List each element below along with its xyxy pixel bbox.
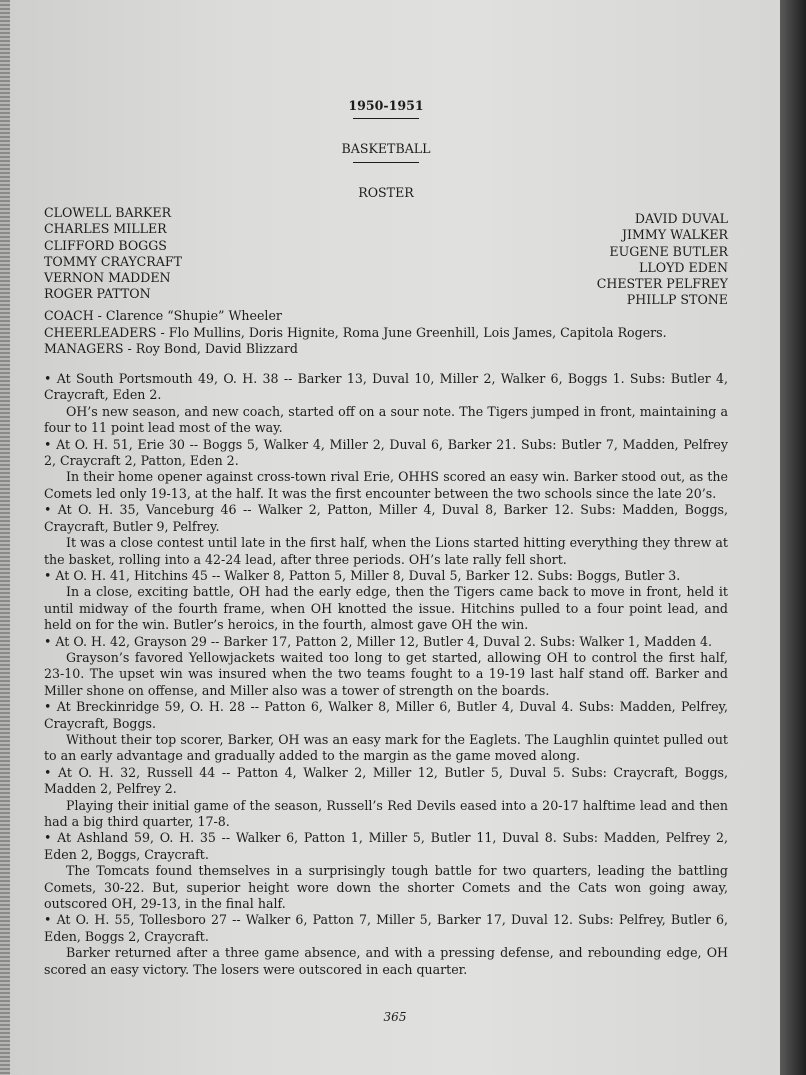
game-result: • At O. H. 55, Tollesboro 27 -- Walker 6, Patton 7, Miller 5, Barker 17, Duval 12. Subs: Pelfrey, Butler 6, Eden, Boggs 2, Craycraft. bbox=[44, 912, 728, 944]
game-entry bbox=[44, 912, 728, 978]
game-result: • At Breckinridge 59, O. H. 28 -- Patton 6, Walker 8, Miller 6, Butler 4, Duval 4. Subs: Madden, Pelfrey, Craycraft, Boggs. bbox=[44, 699, 728, 731]
game-summary: Grayson’s favored Yellowjackets waited too long to get started, allowing OH to control the first half, 23-10. The upset win was insured when the two teams fought to a 19-19 last half stand off. Barker and Miller shone on offense, and Miller also was a tower of strength on the boards. bbox=[44, 649, 728, 698]
game-summary: Barker returned after a three game absence, and with a pressing defense, and rebounding edge, OH scored an easy victory. The losers were outscored in each quarter. bbox=[44, 945, 728, 977]
roster-name: CHESTER PELFREY bbox=[596, 276, 728, 292]
roster-name: CLIFFORD BOGGS bbox=[44, 237, 167, 253]
roster-left-column bbox=[44, 205, 182, 308]
game-entry bbox=[44, 634, 728, 700]
coach-line: COACH - Clarence “Shupie” Wheeler bbox=[44, 308, 282, 324]
game-entry bbox=[44, 437, 728, 503]
roster-name: PHILLP STONE bbox=[626, 292, 728, 308]
roster-name: CLOWELL BARKER bbox=[44, 205, 172, 221]
roster-name: JIMMY WALKER bbox=[622, 227, 728, 243]
roster-name: LLOYD EDEN bbox=[639, 259, 728, 275]
game-summary: It was a close contest until late in the first half, when the Lions started hitting everything they threw at the basket, rolling into a 42-24 lead, after three periods. OH’s late rally fell short. bbox=[44, 535, 728, 567]
book-page bbox=[10, 0, 780, 1075]
game-result: • At Ashland 59, O. H. 35 -- Walker 6, Patton 1, Miller 5, Butler 11, Duval 8. Subs: Madden, Pelfrey 2, Eden 2, Boggs, Craycraft. bbox=[44, 830, 728, 862]
game-result: • At O. H. 35, Vanceburg 46 -- Walker 2, Patton, Miller 4, Duval 8, Barker 12. Subs: Madden, Boggs, Craycraft, Butler 9, Pelfrey. bbox=[44, 502, 728, 534]
game-result: • At O. H. 32, Russell 44 -- Patton 4, Walker 2, Miller 12, Butler 5, Duval 5. Subs: Craycraft, Boggs, Madden 2, Pelfrey 2. bbox=[44, 764, 728, 797]
game-result: • At O. H. 51, Erie 30 -- Boggs 5, Walker 4, Miller 2, Duval 6, Barker 21. Subs: Butler 7, Madden, Pelfrey 2, Craycraft 2, Patton, Eden 2. bbox=[44, 436, 728, 469]
roster-right-column bbox=[597, 211, 728, 308]
game-summary: OH’s new season, and new coach, started off on a sour note. The Tigers jumped in front, maintaining a four to 11 point lead most of the way. bbox=[44, 403, 728, 436]
game-result: • At O. H. 42, Grayson 29 -- Barker 17, Patton 2, Miller 12, Butler 4, Duval 2. Subs: Walker 1, Madden 4. bbox=[44, 633, 713, 649]
cheerleaders-line: CHEERLEADERS - Flo Mullins, Doris Hignite, Roma June Greenhill, Lois James, Capitola Rogers. bbox=[44, 324, 667, 340]
game-entry bbox=[44, 765, 728, 831]
roster-heading: ROSTER bbox=[358, 184, 414, 200]
page-text bbox=[44, 98, 728, 978]
page-edge bbox=[0, 0, 10, 1075]
game-entry bbox=[44, 699, 728, 765]
managers-line: MANAGERS - Roy Bond, David Blizzard bbox=[44, 340, 298, 356]
game-entry bbox=[44, 502, 728, 568]
game-summary: Playing their initial game of the season, Russell’s Red Devils eased into a 20-17 halftime lead and then had a big third quarter, 17-8. bbox=[44, 797, 728, 830]
sport-rule bbox=[353, 162, 419, 163]
game-summary: Without their top scorer, Barker, OH was an easy mark for the Eaglets. The Laughlin quintet pulled out to an early advantage and gradually added to the margin as the game moved along. bbox=[44, 731, 728, 764]
sport-heading: BASKETBALL bbox=[341, 141, 431, 157]
game-entry bbox=[44, 371, 728, 437]
season-heading: 1950-1951 bbox=[348, 98, 424, 113]
roster-name: VERNON MADDEN bbox=[44, 270, 171, 286]
game-summary: The Tomcats found themselves in a surprisingly tough battle for two quarters, leading the battling Comets, 30-22. But, superior height wore down the shorter Comets and the Cats won going away, outscored OH, 29-13, in the final half. bbox=[44, 863, 728, 912]
roster bbox=[44, 205, 728, 308]
roster-name: ROGER PATTON bbox=[44, 286, 151, 302]
game-summary: In a close, exciting battle, OH had the early edge, then the Tigers came back to move in front, held it until midway of the fourth frame, when OH knotted the issue. Hitchins pulled to a four point lead, and held on for the win. Butler’s heroics, in the fourth, almost gave OH the win. bbox=[44, 584, 728, 633]
game-entry bbox=[44, 568, 728, 634]
game-list bbox=[44, 371, 728, 978]
game-result: • At O. H. 41, Hitchins 45 -- Walker 8, Patton 5, Miller 8, Duval 5, Barker 12. Subs: Boggs, Butler 3. bbox=[44, 567, 681, 583]
roster-name: CHARLES MILLER bbox=[44, 221, 167, 237]
roster-name: TOMMY CRAYCRAFT bbox=[44, 253, 182, 269]
game-entry bbox=[44, 830, 728, 912]
game-result: • At South Portsmouth 49, O. H. 38 -- Barker 13, Duval 10, Miller 2, Walker 6, Boggs 1. Subs: Butler 4, Craycraft, Eden 2. bbox=[44, 371, 728, 403]
heading-rule bbox=[353, 118, 419, 119]
page-number: 365 bbox=[383, 1010, 407, 1024]
game-summary: In their home opener against cross-town rival Erie, OHHS scored an easy win. Barker stood out, as the Comets led only 19-13, at the half. It was the first encounter between the two schools since the late 20’s. bbox=[44, 469, 728, 501]
book-spine bbox=[780, 0, 806, 1075]
roster-name: EUGENE BUTLER bbox=[609, 243, 728, 259]
roster-name: DAVID DUVAL bbox=[634, 211, 728, 227]
